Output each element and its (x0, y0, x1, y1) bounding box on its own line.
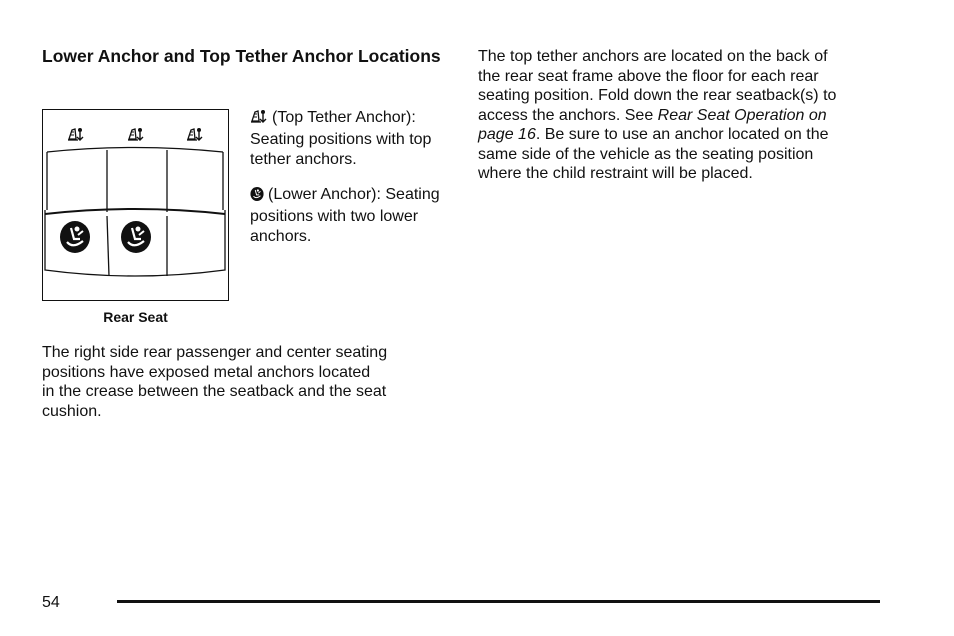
lower-anchor-icon (250, 187, 264, 207)
tether-icon (68, 128, 83, 140)
page-number: 54 (42, 594, 60, 611)
footer-rule (117, 600, 880, 603)
section-heading: Lower Anchor and Top Tether Anchor Locations (42, 46, 441, 66)
left-paragraph (42, 343, 442, 421)
paragraph-line (478, 106, 878, 126)
paragraph-line: cushion. (42, 402, 102, 420)
cross-reference-page[interactable]: page 16 (478, 126, 536, 143)
right-paragraph (478, 47, 878, 184)
figure-caption: Rear Seat (103, 309, 168, 325)
rear-seat-diagram (43, 110, 228, 300)
lower-anchor-icon (60, 221, 90, 253)
paragraph-line (478, 125, 878, 145)
paragraph-line: seating position. Fold down the rear seatback(s) to (478, 87, 837, 104)
paragraph-line: the rear seat frame above the floor for each rear (478, 67, 819, 85)
tether-icon (128, 128, 143, 140)
paragraph-line: The right side rear passenger and center seating (42, 344, 388, 361)
tether-icon (187, 128, 202, 140)
line-text: access the anchors. See (478, 106, 658, 124)
paragraph-line: in the crease between the seatback and the seat (42, 383, 387, 400)
paragraph-line: same side of the vehicle as the seating position (478, 145, 814, 163)
paragraph-line: positions have exposed metal anchors located (42, 363, 371, 381)
paragraph-line: The top tether anchors are located on the back of (478, 48, 828, 65)
legend-lower (250, 185, 450, 247)
legend-tether (250, 108, 450, 170)
rear-seat-figure (42, 109, 229, 301)
lower-anchor-icon (121, 221, 151, 253)
paragraph-line: where the child restraint will be placed. (478, 165, 753, 182)
line-text: . Be sure to use an anchor located on the (535, 126, 829, 143)
tether-icon (250, 108, 268, 130)
legend-lower-text: (Lower Anchor): Seating positions with two lower anchors. (250, 186, 440, 245)
cross-reference-link[interactable]: Rear Seat Operation on (657, 106, 827, 124)
legend-tether-text: (Top Tether Anchor): Seating positions with top tether anchors. (250, 109, 432, 168)
